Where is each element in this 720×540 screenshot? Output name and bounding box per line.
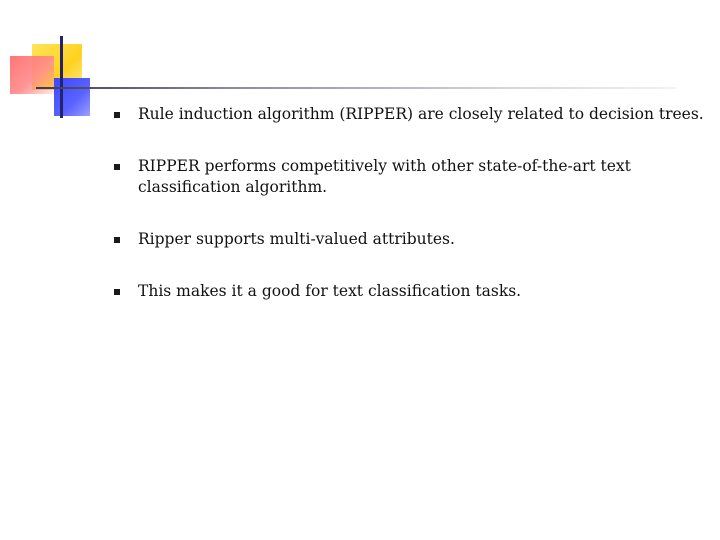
bullet-text: Ripper supports multi-valued attributes. xyxy=(138,230,455,248)
bullet-text: Rule induction algorithm (RIPPER) are closely related to decision trees. xyxy=(138,105,704,123)
title-horizontal-rule xyxy=(36,87,676,89)
bullet-square-icon xyxy=(114,237,120,243)
bullet-item xyxy=(112,281,712,302)
bullet-square-icon xyxy=(114,164,120,170)
bullet-text: This makes it a good for text classification tasks. xyxy=(138,282,522,300)
bullet-item xyxy=(112,156,712,198)
bullet-square-icon xyxy=(114,289,120,295)
bullet-square-icon xyxy=(114,112,120,118)
bullet-list xyxy=(112,104,712,333)
corner-vertical-rule xyxy=(60,36,63,118)
bullet-text: RIPPER performs competitively with other state-of-the-art text classification algorithm. xyxy=(138,157,631,196)
bullet-item xyxy=(112,104,712,125)
bullet-item xyxy=(112,229,712,250)
